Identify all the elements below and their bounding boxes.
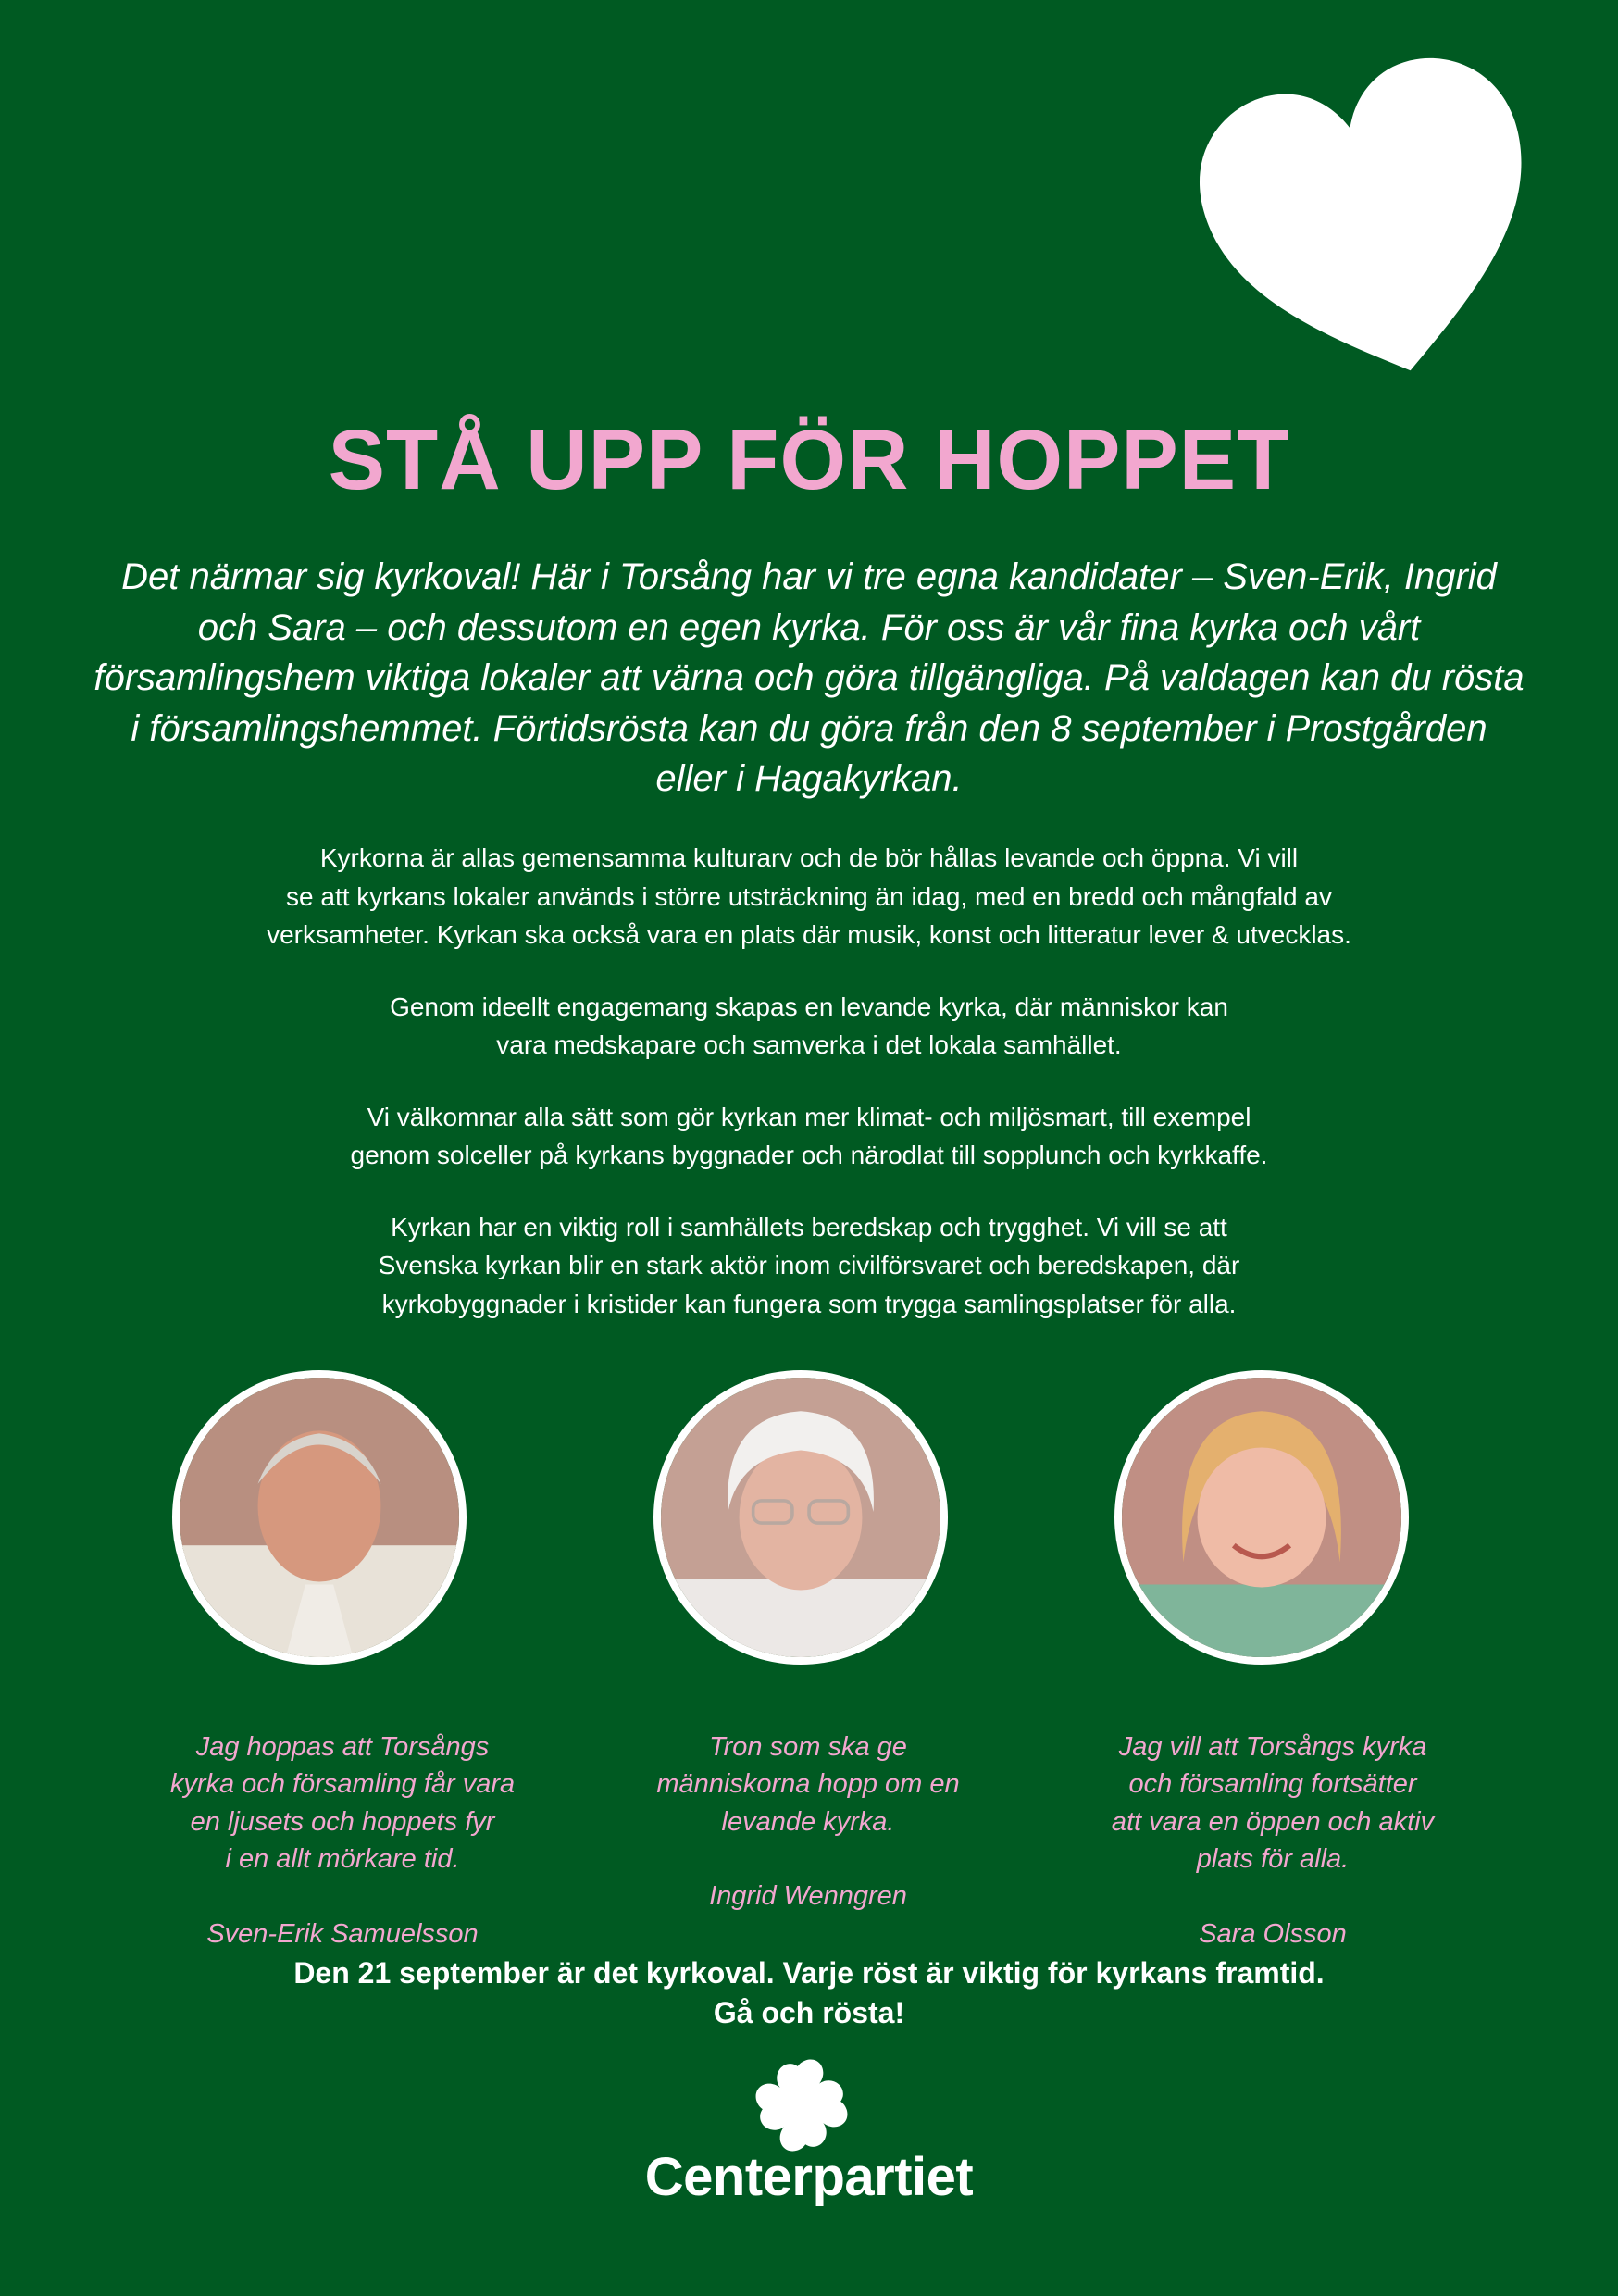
candidate-name: Sara Olsson bbox=[1199, 1918, 1347, 1949]
heart-icon bbox=[1194, 56, 1555, 398]
election-callout: Den 21 september är det kyrkoval. Varje röst är viktig för kyrkans framtid. Gå och rösta! bbox=[293, 1956, 1325, 2029]
candidate-quote-ingrid bbox=[586, 1691, 1030, 1953]
candidate-name: Sven-Erik Samuelsson bbox=[206, 1918, 479, 1949]
party-logo-text: Centerpartiet bbox=[644, 2147, 974, 2207]
candidate-quote-sara bbox=[1051, 1691, 1495, 1990]
quote-text: Jag hoppas att Torsångs kyrka och församling får vara en ljusets och hoppets fyr i en allt mörkare tid. bbox=[169, 1731, 516, 1874]
quote-text: Jag vill att Torsångs kyrka och församling fortsätter att vara en öppen och aktiv plats för alla. bbox=[1111, 1731, 1435, 1874]
lead-paragraph: Det närmar sig kyrkoval! Här i Torsång har vi tre egna kandidater – Sven-Erik, Ingrid och Sara – och dessutom en egen kyrka. För oss är vår fina kyrka och vårt församlingshem viktiga lokaler att värna och göra tillgängliga. På valdagen kan du rösta i församlingshemmet. Förtidsrösta kan du göra från den 8 september i Prostgården eller i Hagakyrkan. bbox=[93, 556, 1525, 799]
clover-logo-icon bbox=[753, 2057, 851, 2157]
quote-text: Tron som ska ge människorna hopp om en levande kyrka. bbox=[656, 1731, 960, 1837]
candidate-quote-sven-erik bbox=[120, 1691, 565, 1990]
candidate-photo-sven-erik bbox=[172, 1370, 467, 1665]
body-text bbox=[139, 839, 1479, 1356]
candidate-photo-ingrid bbox=[653, 1370, 948, 1665]
page-title: STÅ UPP FÖR HOPPET bbox=[328, 413, 1290, 507]
paragraph-preparedness: Kyrkan har en viktig roll i samhällets beredskap och trygghet. Vi vill se att Svenska kyrkan blir en stark aktör inom civilförsvaret och beredskapen, där kyrkobyggnader i kristider kan fungera som trygga samlingsplatser för alla. bbox=[378, 1212, 1240, 1318]
paragraph-engagement: Genom ideellt engagemang skapas en levande kyrka, där människor kan vara medskapare och samverka i det lokala samhället. bbox=[390, 992, 1228, 1059]
paragraph-culture: Kyrkorna är allas gemensamma kulturarv och de bör hållas levande och öppna. Vi vill se att kyrkans lokaler används i större utsträckning än idag, med en bredd och mångfald av verksamheter. Kyrkan ska också vara en plats där musik, konst och litteratur lever & utvecklas. bbox=[267, 843, 1351, 949]
candidate-name: Ingrid Wenngren bbox=[709, 1881, 907, 1911]
candidate-photo-sara bbox=[1114, 1370, 1409, 1665]
paragraph-climate: Vi välkomnar alla sätt som gör kyrkan mer klimat- och miljösmart, till exempel genom solceller på kyrkans byggnader och närodlat till sopplunch och kyrkkaffe. bbox=[350, 1102, 1268, 1169]
